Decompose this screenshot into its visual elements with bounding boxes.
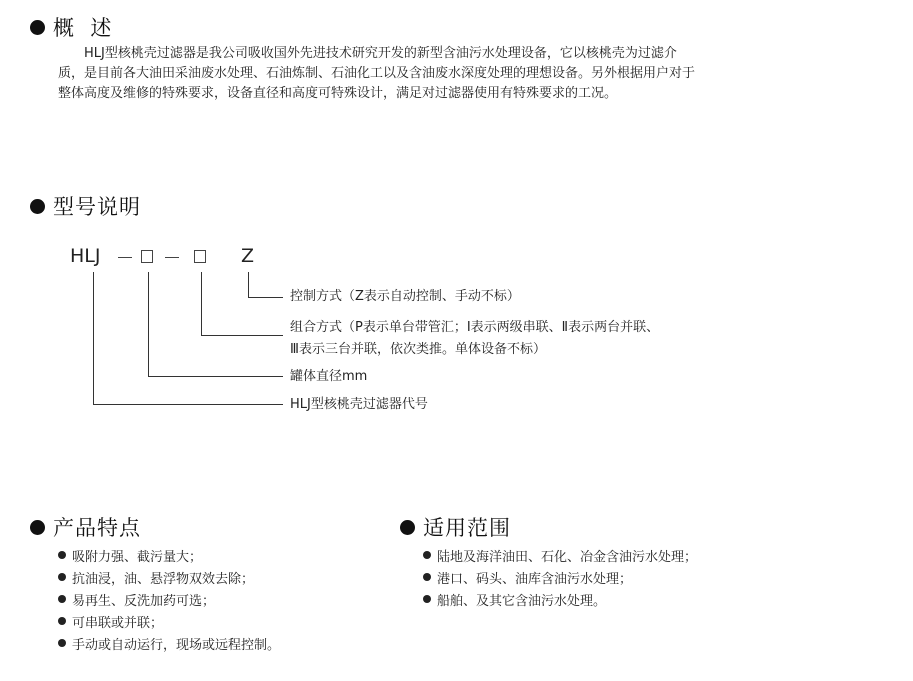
label-control-mode: 控制方式（Z表示自动控制、手动不标） bbox=[290, 289, 520, 304]
list-item bbox=[423, 588, 697, 610]
list-item-text: 可串联或并联； bbox=[72, 615, 164, 631]
scope-title: 适用范围 bbox=[423, 516, 511, 540]
overview-line: 质，是目前各大油田采油废水处理、石油炼制、石油化工以及含油废水深度处理的理想设备。另外根据用户对于 bbox=[58, 66, 696, 81]
connector-line bbox=[248, 272, 249, 298]
list-item bbox=[423, 544, 697, 566]
label-combination-mode: 组合方式（P表示单台带管汇；Ⅰ表示两级串联、Ⅱ表示两台并联、 bbox=[290, 320, 660, 335]
features-heading bbox=[30, 512, 141, 542]
list-item-text: 船舶、及其它含油污水处理。 bbox=[437, 593, 607, 609]
connector-line bbox=[201, 335, 283, 336]
model-heading bbox=[30, 191, 141, 221]
list-item-text: 抗油浸，油、悬浮物双效去除； bbox=[72, 571, 255, 587]
model-title: 型号说明 bbox=[53, 195, 141, 219]
features-list bbox=[58, 544, 280, 654]
bullet-dot bbox=[58, 639, 66, 647]
overview-paragraph bbox=[58, 44, 894, 104]
overview-title: 概 述 bbox=[53, 16, 113, 40]
label-tank-diameter: 罐体直径mm bbox=[290, 369, 368, 384]
connector-line bbox=[148, 272, 149, 377]
bullet-dot bbox=[58, 617, 66, 625]
overview-line: 整体高度及维修的特殊要求，设备直径和高度可特殊设计，满足对过滤器使用有特殊要求的工况。 bbox=[58, 86, 618, 101]
list-item bbox=[58, 610, 280, 632]
bullet-dot bbox=[30, 20, 45, 35]
overview-line: HLJ型核桃壳过滤器是我公司吸收国外先进技术研究开发的新型含油污水处理设备，它以核桃壳为过滤介 bbox=[84, 46, 677, 61]
connector-line bbox=[93, 272, 94, 405]
list-item bbox=[58, 544, 280, 566]
model-code-box-diameter bbox=[141, 250, 153, 263]
connector-line bbox=[201, 272, 202, 336]
list-item bbox=[423, 566, 697, 588]
bullet-dot bbox=[58, 573, 66, 581]
connector-line bbox=[93, 404, 283, 405]
bullet-dot bbox=[400, 520, 415, 535]
model-code-dash bbox=[118, 257, 132, 258]
model-code-dash bbox=[165, 257, 179, 258]
bullet-dot bbox=[423, 595, 431, 603]
overview-heading bbox=[30, 12, 112, 42]
scope-list bbox=[423, 544, 697, 610]
list-item-text: 手动或自动运行，现场或远程控制。 bbox=[72, 637, 281, 653]
model-code-prefix: HLJ bbox=[70, 245, 101, 267]
scope-heading bbox=[400, 512, 511, 542]
connector-line bbox=[148, 376, 283, 377]
list-item-text: 吸附力强、截污量大； bbox=[72, 549, 203, 565]
bullet-dot bbox=[30, 520, 45, 535]
bullet-dot bbox=[30, 199, 45, 214]
features-title: 产品特点 bbox=[53, 516, 141, 540]
bullet-dot bbox=[423, 573, 431, 581]
list-item bbox=[58, 632, 280, 654]
model-code-box-combination bbox=[194, 250, 206, 263]
list-item bbox=[58, 566, 280, 588]
model-code-suffix: Z bbox=[241, 245, 255, 267]
connector-line bbox=[248, 297, 283, 298]
bullet-dot bbox=[58, 595, 66, 603]
bullet-dot bbox=[58, 551, 66, 559]
label-combination-mode-cont: Ⅲ表示三台并联，依次类推。单体设备不标） bbox=[290, 342, 546, 357]
list-item bbox=[58, 588, 280, 610]
list-item-text: 港口、码头、油库含油污水处理； bbox=[437, 571, 633, 587]
list-item-text: 易再生、反洗加药可选； bbox=[72, 593, 216, 609]
bullet-dot bbox=[423, 551, 431, 559]
list-item-text: 陆地及海洋油田、石化、冶金含油污水处理； bbox=[437, 549, 698, 565]
label-product-code: HLJ型核桃壳过滤器代号 bbox=[290, 397, 428, 412]
